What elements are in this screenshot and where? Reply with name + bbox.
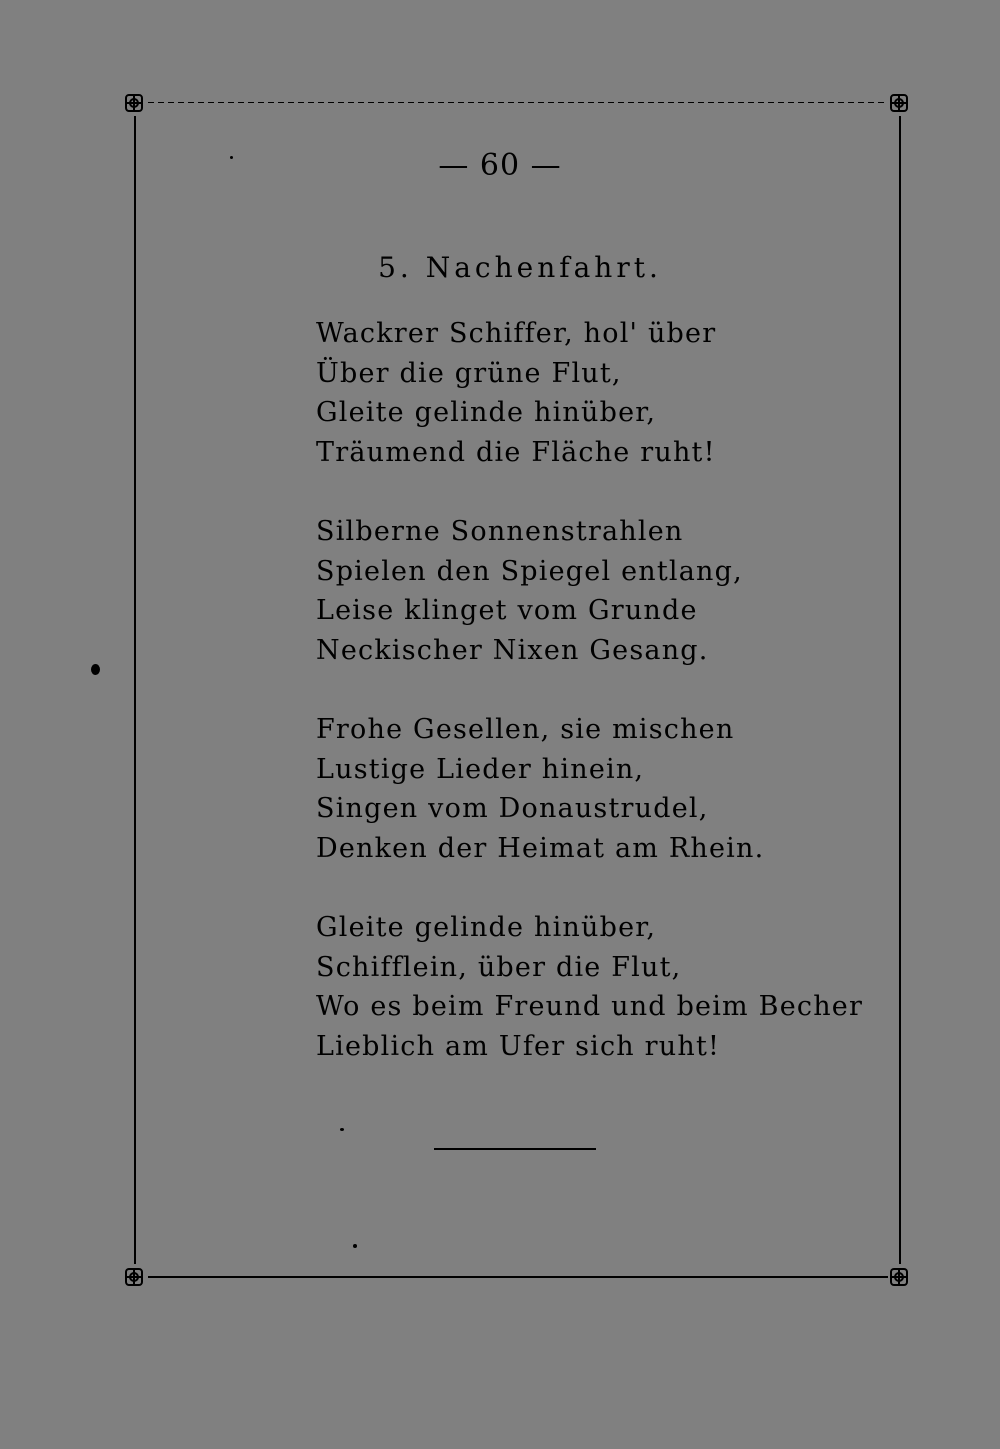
frame-left-rule xyxy=(134,116,136,1264)
ink-speck xyxy=(340,1128,344,1131)
ink-speck xyxy=(353,1244,357,1248)
verse-line: Leise klinget vom Grunde xyxy=(316,595,698,626)
verse-line: Singen vom Donaustrudel, xyxy=(316,793,709,824)
stanza xyxy=(316,710,876,868)
stanza xyxy=(316,314,876,472)
verse-line: Träumend die Fläche ruht! xyxy=(316,436,716,468)
verse-line: Silberne Sonnenstrahlen xyxy=(316,516,684,547)
verse-line: Lieblich am Ufer sich ruht! xyxy=(316,1030,721,1062)
verse-line: Wackrer Schiffer, hol' über xyxy=(316,318,717,349)
ink-speck xyxy=(230,156,233,159)
verse-line: Lustige Lieder hinein, xyxy=(316,753,645,785)
corner-knot-icon xyxy=(123,92,145,114)
frame-top-rule xyxy=(148,102,888,103)
verse-line: Denken der Heimat am Rhein. xyxy=(316,832,765,864)
end-rule xyxy=(434,1148,596,1150)
frame-bottom-rule xyxy=(148,1276,888,1278)
verse-line: Frohe Gesellen, sie mischen xyxy=(316,714,735,745)
stanza xyxy=(316,908,876,1066)
verse-line: Wo es beim Freund und beim Becher xyxy=(316,991,864,1022)
corner-knot-icon xyxy=(123,1266,145,1288)
verse-line: Gleite gelinde hinüber, xyxy=(316,912,657,943)
poem-title: 5. Nachenfahrt. xyxy=(378,251,662,284)
verse-line: Neckischer Nixen Gesang. xyxy=(316,634,709,666)
verse-line: Schifflein, über die Flut, xyxy=(316,951,682,983)
frame-right-rule xyxy=(899,116,901,1264)
verse-line: Gleite gelinde hinüber, xyxy=(316,397,657,428)
stanza xyxy=(316,512,876,670)
page-number: — 60 — xyxy=(438,148,562,183)
verse-line: Über die grüne Flut, xyxy=(316,357,622,389)
verse-line: Spielen den Spiegel entlang, xyxy=(316,555,743,587)
ink-speck xyxy=(91,664,100,675)
corner-knot-icon xyxy=(888,92,910,114)
corner-knot-icon xyxy=(888,1266,910,1288)
poem-body xyxy=(316,314,876,1106)
